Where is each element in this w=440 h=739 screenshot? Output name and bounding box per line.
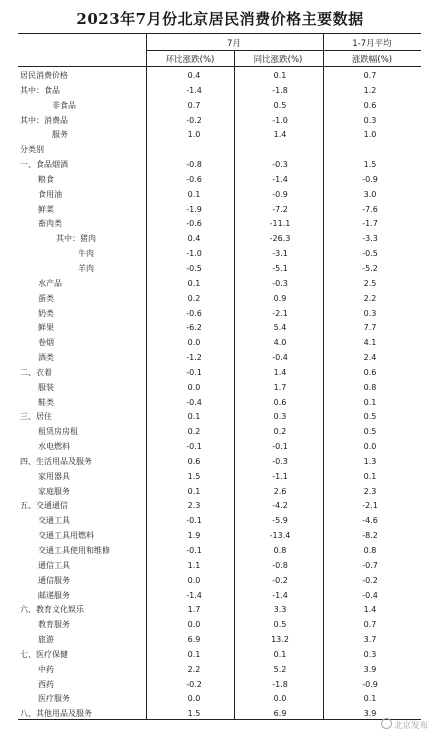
row-label: 其中：消费品 (20, 115, 68, 125)
yoy-value: -2.1 (272, 308, 288, 318)
table-top-rule (18, 33, 421, 34)
row-label: 医疗服务 (38, 694, 70, 704)
avg-value: 0.0 (363, 442, 377, 452)
header-mid-rule (146, 50, 421, 51)
row-label: 奶类 (38, 308, 54, 318)
mom-value: 2.3 (187, 501, 201, 511)
row-label: 服务 (52, 130, 68, 140)
yoy-value: 0.9 (273, 293, 287, 303)
avg-value: 0.8 (363, 382, 377, 392)
mom-value: 0.4 (187, 71, 201, 80)
avg-value: 0.3 (363, 649, 377, 659)
row-label: 通信工具 (38, 560, 70, 570)
avg-value: 2.3 (363, 486, 377, 496)
row-label: 家用器具 (38, 471, 70, 481)
row-label: 五、交通通信 (20, 501, 68, 511)
table-row (18, 173, 421, 188)
table-row (18, 277, 421, 292)
avg-value: -5.2 (362, 263, 378, 273)
yoy-value: -7.2 (272, 204, 288, 214)
mom-value: 0.2 (187, 293, 201, 303)
avg-value: 0.1 (363, 694, 377, 704)
yoy-value: 3.3 (273, 605, 287, 615)
avg-value: 3.7 (363, 635, 377, 645)
table-row (18, 559, 421, 574)
mom-value: 0.0 (187, 338, 201, 348)
avg-value: 0.3 (363, 308, 377, 318)
row-label: 交通工具使用和维修 (38, 546, 110, 555)
yoy-value: 1.4 (273, 367, 287, 377)
avg-value: 0.8 (363, 546, 377, 555)
row-label: 牛肉 (78, 249, 94, 259)
weibo-icon (381, 718, 392, 729)
yoy-value: -3.1 (272, 249, 288, 259)
mom-value: 0.1 (187, 649, 201, 659)
row-label: 旅游 (38, 635, 54, 645)
yoy-value: 5.2 (273, 664, 287, 674)
page-title: 2023年7月份北京居民消费价格主要数据 (76, 10, 364, 28)
row-label: 蛋类 (38, 293, 54, 303)
avg-value: 2.5 (363, 278, 377, 288)
yoy-value: 2.6 (273, 486, 287, 496)
mom-value: -1.9 (186, 204, 202, 214)
row-label: 服装 (38, 382, 54, 392)
table-row (18, 633, 421, 648)
yoy-value: -0.2 (272, 575, 288, 585)
avg-value: 0.3 (363, 115, 377, 125)
watermark (381, 718, 428, 731)
table-row (18, 99, 421, 114)
avg-value: 0.7 (363, 71, 377, 80)
table-row (18, 84, 421, 99)
table-row (18, 321, 421, 336)
row-label: 四、生活用品及服务 (20, 456, 92, 466)
avg-value: 1.4 (363, 605, 377, 615)
row-label: 租赁房房租 (38, 427, 78, 437)
row-label: 交通工具用燃料 (38, 531, 94, 541)
avg-value: -0.2 (362, 575, 378, 585)
table-row (18, 232, 421, 247)
table-row (18, 203, 421, 218)
yoy-value: -0.3 (272, 456, 288, 466)
table-row (18, 336, 421, 351)
table-row (18, 485, 421, 500)
yoy-value: -0.8 (272, 560, 288, 570)
avg-value: 1.2 (363, 85, 377, 95)
yoy-value: 4.0 (273, 338, 287, 348)
yoy-value: -0.3 (272, 278, 288, 288)
table-row (18, 455, 421, 470)
table-row (18, 692, 421, 707)
yoy-value: 0.1 (273, 649, 287, 659)
table-row (18, 529, 421, 544)
avg-value: -0.9 (362, 174, 378, 184)
table-row (18, 618, 421, 633)
yoy-value: -0.4 (272, 353, 288, 363)
yoy-value: -26.3 (269, 234, 291, 244)
row-label: 西药 (38, 679, 54, 689)
yoy-value: -1.8 (272, 85, 288, 95)
mom-value: -1.4 (186, 85, 202, 95)
avg-value: 3.9 (363, 709, 377, 719)
row-label: 羊肉 (78, 263, 94, 273)
table-row (18, 499, 421, 514)
row-label: 七、医疗保健 (20, 649, 68, 659)
row-label: 二、衣着 (20, 367, 52, 377)
yoy-value: 13.2 (271, 635, 289, 645)
yoy-value: 0.8 (273, 546, 287, 555)
table-row (18, 678, 421, 693)
table-row (18, 440, 421, 455)
mom-value: -0.1 (186, 516, 202, 526)
avg-value: 0.5 (363, 427, 377, 437)
row-label: 卷烟 (38, 338, 54, 348)
table-row (18, 470, 421, 485)
table-row (18, 307, 421, 322)
mom-value: -0.8 (186, 160, 202, 170)
row-label: 粮食 (38, 174, 54, 184)
mom-value: -6.2 (186, 323, 202, 333)
mom-value: 1.7 (187, 605, 201, 615)
row-label: 三、居住 (20, 412, 52, 422)
avg-value: 2.2 (363, 293, 377, 303)
mom-value: 0.0 (187, 694, 201, 704)
row-label: 分类别 (20, 145, 44, 155)
yoy-value: -1.8 (272, 679, 288, 689)
row-label: 通信服务 (38, 575, 70, 585)
row-label: 其中：食品 (20, 85, 60, 95)
yoy-value: 1.4 (273, 130, 287, 140)
yoy-value: -5.9 (272, 516, 288, 526)
mom-value: 0.7 (187, 100, 201, 110)
avg-value: 1.0 (363, 130, 377, 140)
avg-value: -8.2 (362, 531, 378, 541)
mom-value: -1.2 (186, 353, 202, 363)
mom-value: -0.1 (186, 367, 202, 377)
row-label: 六、教育文化娱乐 (20, 605, 84, 615)
yoy-value: -5.1 (272, 263, 288, 273)
avg-value: 0.1 (363, 397, 377, 407)
mom-value: 0.6 (187, 456, 201, 466)
table-row (18, 410, 421, 425)
mom-value: -0.6 (186, 219, 202, 229)
row-label: 水电燃料 (38, 442, 70, 452)
table-row (18, 114, 421, 129)
header-bottom-rule (18, 66, 421, 67)
mom-value: -0.6 (186, 174, 202, 184)
row-label: 鲜果 (38, 323, 54, 333)
data-table-body (18, 69, 421, 722)
avg-value: 7.7 (363, 323, 377, 333)
avg-value: 0.5 (363, 412, 377, 422)
yoy-value: -13.4 (269, 531, 291, 541)
mom-value: 0.2 (187, 427, 201, 437)
avg-value: -0.5 (362, 249, 378, 259)
table-row (18, 589, 421, 604)
row-label: 水产品 (38, 278, 62, 288)
mom-value: -1.0 (186, 249, 202, 259)
row-label: 非食品 (52, 100, 76, 110)
table-row (18, 663, 421, 678)
avg-value: -4.6 (362, 516, 378, 526)
mom-value: 0.4 (187, 234, 201, 244)
row-label: 酒类 (38, 353, 54, 363)
mom-value: 0.0 (187, 382, 201, 392)
row-label: 教育服务 (38, 620, 70, 630)
yoy-value: -4.2 (272, 501, 288, 511)
yoy-value: 0.3 (273, 412, 287, 422)
mom-value: 1.9 (187, 531, 201, 541)
mom-value: 1.5 (187, 709, 201, 719)
mom-value: 1.1 (187, 560, 201, 570)
avg-value: -3.3 (362, 234, 378, 244)
yoy-value: -1.1 (272, 471, 288, 481)
avg-value: 0.6 (363, 367, 377, 377)
yoy-value: -11.1 (269, 219, 291, 229)
yoy-value: 0.5 (273, 620, 287, 630)
mom-value: 0.1 (187, 486, 201, 496)
mom-value: -0.1 (186, 546, 202, 555)
header-mom: 环比涨跌(%) (165, 55, 215, 65)
table-row (18, 247, 421, 262)
row-label: 鞋类 (38, 397, 54, 407)
avg-value: 3.0 (363, 189, 377, 199)
watermark-text: 北京发布 (393, 721, 428, 731)
table-row (18, 262, 421, 277)
avg-value: 4.1 (363, 338, 377, 348)
mom-value: 0.0 (187, 575, 201, 585)
mom-value: -0.5 (186, 263, 202, 273)
avg-value: 1.5 (363, 160, 377, 170)
mom-value: -0.1 (186, 442, 202, 452)
table-row (18, 292, 421, 307)
mom-value: 1.5 (187, 471, 201, 481)
header-yoy: 同比涨跌(%) (253, 55, 303, 65)
mom-value: 0.1 (187, 278, 201, 288)
yoy-value: -0.1 (272, 442, 288, 452)
yoy-value: -0.3 (272, 160, 288, 170)
yoy-value: 0.2 (273, 427, 287, 437)
yoy-value: 0.6 (273, 397, 287, 407)
mom-value: -0.2 (186, 679, 202, 689)
mom-value: 0.1 (187, 189, 201, 199)
mom-value: 2.2 (187, 664, 201, 674)
yoy-value: 5.4 (273, 323, 287, 333)
mom-value: 1.0 (187, 130, 201, 140)
table-row (18, 425, 421, 440)
mom-value: 0.1 (187, 412, 201, 422)
mom-value: -0.6 (186, 308, 202, 318)
table-row (18, 514, 421, 529)
row-label: 鲜菜 (38, 204, 54, 214)
table-row (18, 396, 421, 411)
yoy-value: -1.4 (272, 590, 288, 600)
row-label: 交通工具 (38, 516, 70, 526)
row-label: 食用油 (38, 189, 62, 199)
table-row (18, 574, 421, 589)
table-bottom-rule (18, 719, 421, 720)
table-row (18, 69, 421, 84)
header-avg: 涨跌幅(%) (351, 55, 393, 65)
row-label: 畜肉类 (38, 219, 62, 229)
avg-value: -0.4 (362, 590, 378, 600)
avg-value: 0.1 (363, 471, 377, 481)
yoy-value: 0.5 (273, 100, 287, 110)
avg-value: -1.7 (362, 219, 378, 229)
row-label: 邮递服务 (38, 590, 70, 600)
row-label: 家庭服务 (38, 486, 70, 496)
avg-value: 1.3 (363, 456, 377, 466)
table-row (18, 158, 421, 173)
row-label: 其中：猪肉 (56, 234, 96, 244)
yoy-value: -1.4 (272, 174, 288, 184)
row-label: 居民消费价格 (20, 71, 68, 80)
row-label: 一、食品烟酒 (20, 160, 68, 170)
mom-value: -0.2 (186, 115, 202, 125)
mom-value: 0.0 (187, 620, 201, 630)
row-label: 中药 (38, 664, 54, 674)
table-row (18, 366, 421, 381)
table-row (18, 217, 421, 232)
yoy-value: -0.9 (272, 189, 288, 199)
yoy-value: 0.0 (273, 694, 287, 704)
avg-value: -2.1 (362, 501, 378, 511)
yoy-value: 6.9 (273, 709, 287, 719)
table-row (18, 143, 421, 158)
row-label: 八、其他用品及服务 (20, 709, 92, 719)
table-row (18, 381, 421, 396)
yoy-value: 0.1 (273, 71, 287, 80)
table-row (18, 128, 421, 143)
yoy-value: 1.7 (273, 382, 287, 392)
table-row (18, 188, 421, 203)
avg-value: -0.7 (362, 560, 378, 570)
table-row (18, 648, 421, 663)
avg-value: -0.9 (362, 679, 378, 689)
mom-value: 6.9 (187, 635, 201, 645)
yoy-value: -1.0 (272, 115, 288, 125)
avg-value: -7.6 (362, 204, 378, 214)
table-row (18, 351, 421, 366)
avg-value: 2.4 (363, 353, 377, 363)
mom-value: -0.4 (186, 397, 202, 407)
avg-value: 3.9 (363, 664, 377, 674)
avg-value: 0.7 (363, 620, 377, 630)
header-group-avg: 1-7月平均 (352, 39, 392, 49)
avg-value: 0.6 (363, 100, 377, 110)
header-group-july: 7月 (227, 39, 241, 49)
table-row (18, 544, 421, 559)
mom-value: -1.4 (186, 590, 202, 600)
table-row (18, 603, 421, 618)
